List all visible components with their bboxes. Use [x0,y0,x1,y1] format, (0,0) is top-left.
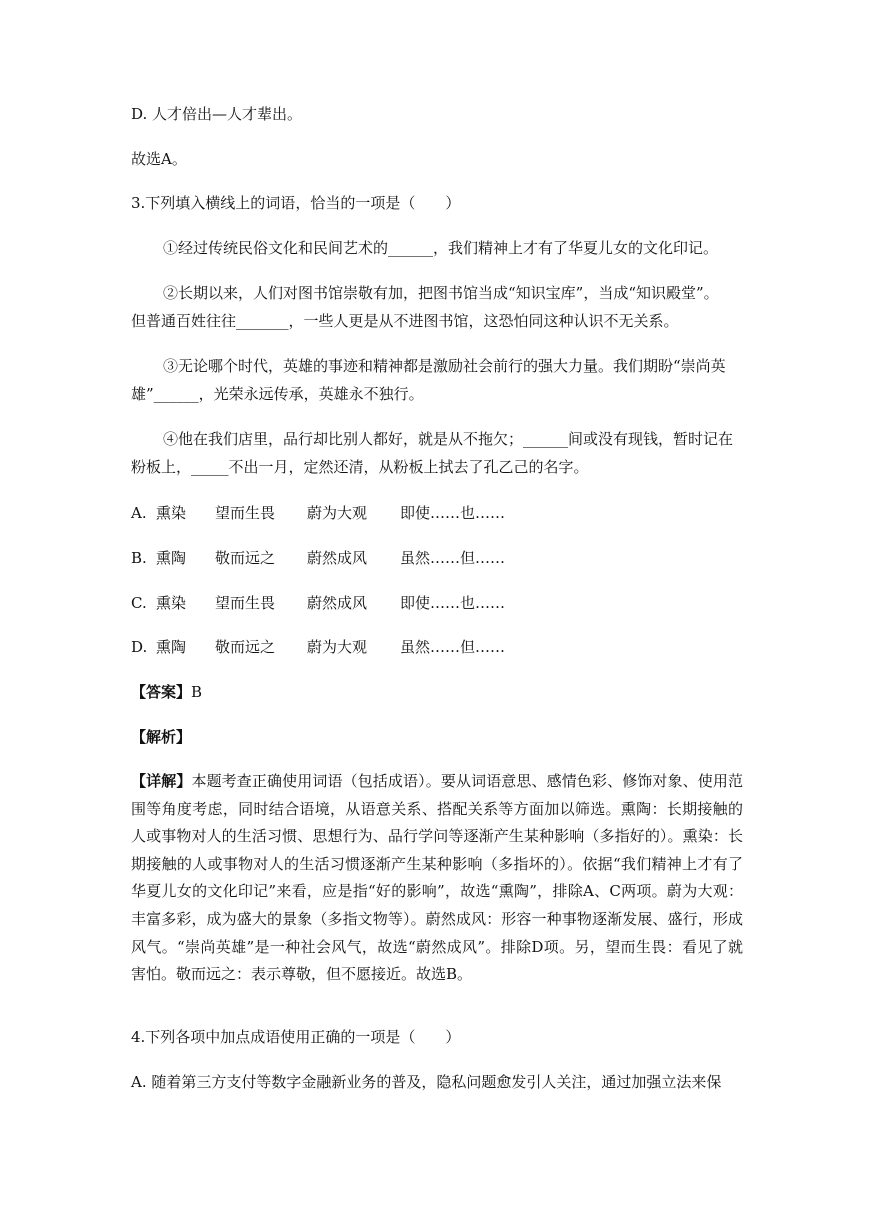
question-3-option-d [131,637,551,657]
option-word-1: 熏陶 [156,638,187,656]
option-word-2: 敬而远之 [215,638,276,656]
option-word-4: 虽然……但…… [400,549,506,567]
answer-line [131,682,202,702]
detail-text: 本题考查正确使用词语（包括成语）。要从词语意思、感情色彩、修饰对象、使用范围等角度考虑，同时结合语境，从语意关系、搭配关系等方面加以筛选。熏陶：长期接触的人或事物对人的生活习惯、思想行为、品行学问等逐渐产生某种影响（多指好的）。熏染：长期接触的人或事物对人的生活习惯逐渐产生某种影响（多指坏的）。依据“我们精神上才有了华夏儿女的文化印记”来看，应是指“好的影响”，故选“熏陶”，排除A、C两项。蔚为大观：丰富多彩，成为盛大的景象（多指文物等）。蔚然成风：形容一种事物逐渐发展、盛行，形成风气。“崇尚英雄”是一种社会风气，故选“蔚然成风”。排除D项。另，望而生畏：看见了就害怕。敬而远之：表示尊敬，但不愿接近。故选B。 [131,772,743,984]
option-letter: D. [131,638,148,656]
question-3-option-c [131,593,551,613]
option-letter: A. [131,504,147,522]
answer-tag: 【答案】 [131,683,192,701]
question-3-item-1: ①经过传统民俗文化和民间艺术的______，我们精神上才有了华夏儿女的文化印记。 [163,239,719,257]
option-word-4: 即使……也…… [400,594,506,612]
option-letter: C. [131,594,147,612]
option-word-3: 蔚为大观 [307,504,368,522]
option-word-3: 蔚然成风 [307,549,368,567]
question-3-option-a [131,503,551,523]
option-word-4: 即使……也…… [400,504,506,522]
question-3-item-4-line-1: ④他在我们店里，品行却比别人都好，就是从不拖欠；______间或没有现钱，暂时记在 [163,430,734,448]
option-word-2: 望而生畏 [215,504,276,522]
question-4-stem: 4.下列各项中加点成语使用正确的一项是（ ） [131,1028,461,1046]
question-4-option-a: A. 随着第三方支付等数字金融新业务的普及，隐私问题愈发引人关注，通过加强立法来保 [131,1073,722,1091]
question-3-item-2-line-2: 但普通百姓往往_______，一些人更是从不进图书馆，这恐怕同这种认识不无关系。 [131,312,679,330]
question-3-option-b [131,548,551,568]
option-word-1: 熏染 [156,504,187,522]
option-word-1: 熏陶 [156,549,187,567]
option-word-3: 蔚然成风 [307,594,368,612]
analysis-tag: 【解析】 [131,728,192,746]
previous-conclusion: 故选A。 [131,150,187,168]
question-3-item-3-line-2: 雄”______，光荣永远传承，英雄永不独行。 [131,385,424,403]
detail-tag: 【详解】 [131,772,192,790]
option-letter: B. [131,549,147,567]
answer-value: B [191,683,203,701]
option-word-4: 虽然……但…… [400,638,506,656]
previous-option-d: D. 人才倍出—人才辈出。 [131,105,303,123]
question-3-stem: 3.下列填入横线上的词语，恰当的一项是（ ） [131,194,461,212]
question-3-item-3-line-1: ③无论哪个时代，英雄的事迹和精神都是激励社会前行的强大力量。我们期盼“崇尚英 [163,357,726,375]
option-word-2: 敬而远之 [215,549,276,567]
option-word-3: 蔚为大观 [307,638,368,656]
option-word-1: 熏染 [156,594,187,612]
option-word-2: 望而生畏 [215,594,276,612]
detail-paragraph [131,768,743,989]
question-3-item-4-line-2: 粉板上，_____不出一月，定然还清，从粉板上拭去了孔乙己的名字。 [131,458,589,476]
question-3-item-2-line-1: ②长期以来，人们对图书馆崇敬有加，把图书馆当成“知识宝库”，当成“知识殿堂”。 [163,284,719,302]
